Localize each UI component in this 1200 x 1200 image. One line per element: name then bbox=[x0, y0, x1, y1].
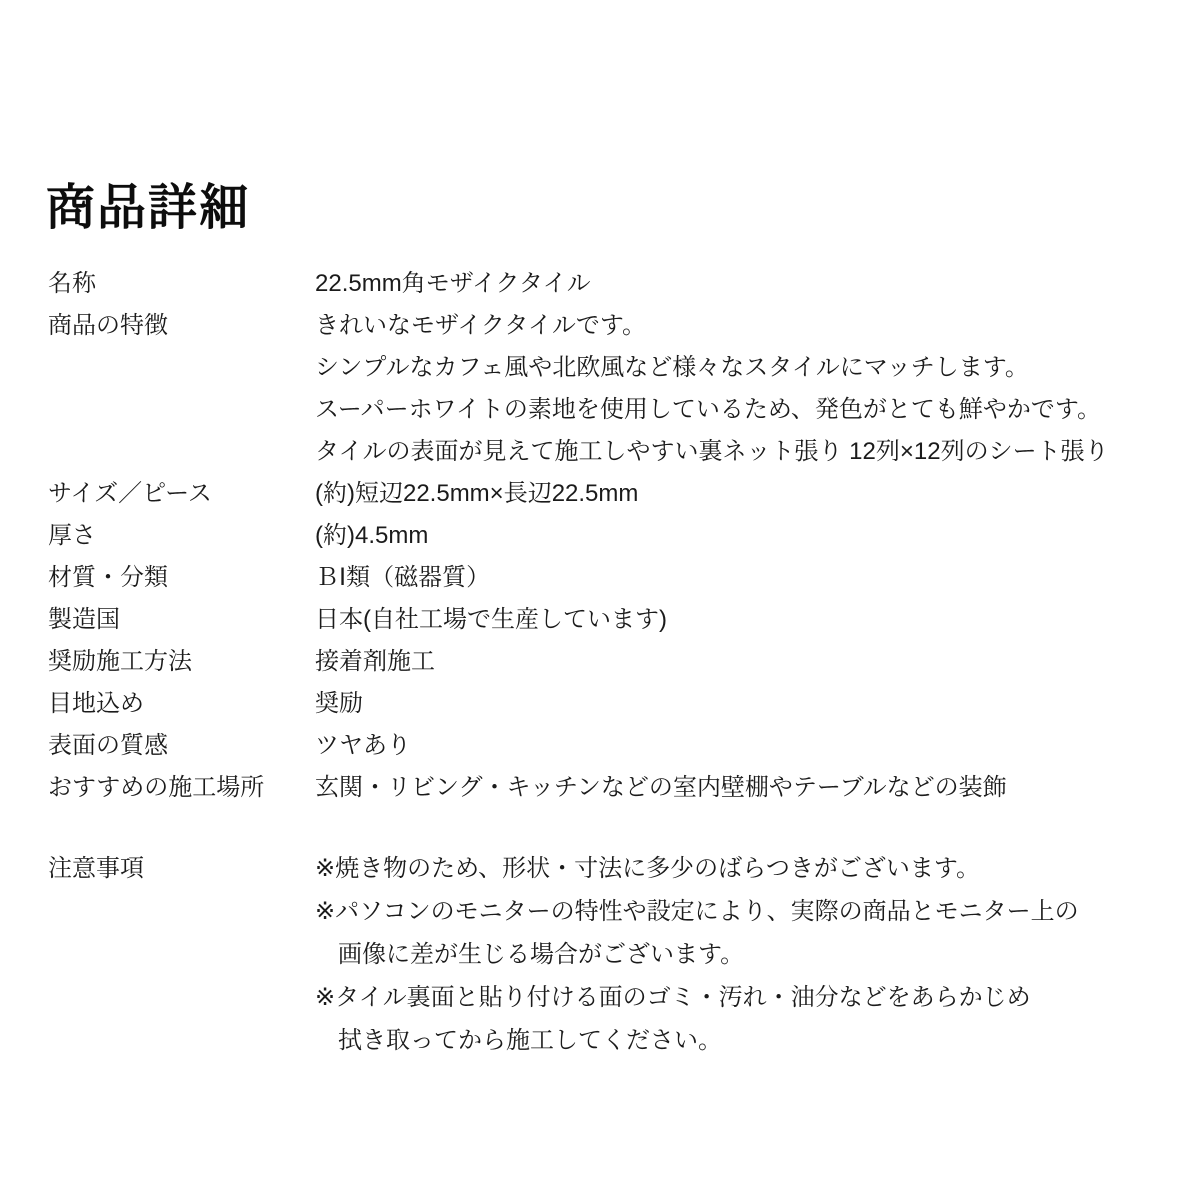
table-row bbox=[48, 515, 1158, 557]
table-row bbox=[48, 431, 1158, 473]
note-line bbox=[48, 847, 1158, 890]
row-value: (約)4.5mm bbox=[315, 522, 429, 549]
note-text: 拭き取ってから施工してください。 bbox=[338, 1027, 722, 1054]
row-value: (約)短辺22.5mm×長辺22.5mm bbox=[315, 480, 639, 507]
table-row bbox=[48, 641, 1158, 683]
table-row bbox=[48, 767, 1158, 809]
row-value: きれいなモザイクタイルです。 bbox=[315, 312, 646, 339]
note-text: ※焼き物のため、形状・寸法に多少のばらつきがございます。 bbox=[315, 855, 980, 882]
row-label: サイズ／ピース bbox=[48, 480, 212, 507]
row-label: 表面の質感 bbox=[48, 732, 168, 759]
note-line bbox=[48, 933, 1158, 976]
row-label: 厚さ bbox=[48, 522, 96, 549]
product-spec-table bbox=[48, 263, 1158, 1062]
row-value: スーパーホワイトの素地を使用しているため、発色がとても鮮やかです。 bbox=[315, 396, 1101, 423]
note-line bbox=[48, 976, 1158, 1019]
row-label: 名称 bbox=[48, 270, 96, 297]
table-row bbox=[48, 599, 1158, 641]
row-value: ＢⅠ類（磁器質） bbox=[315, 564, 491, 591]
row-value: シンプルなカフェ風や北欧風など様々なスタイルにマッチします。 bbox=[315, 354, 1029, 381]
notes-label: 注意事項 bbox=[48, 855, 144, 882]
table-row bbox=[48, 263, 1158, 305]
row-label: おすすめの施工場所 bbox=[48, 774, 265, 801]
table-row bbox=[48, 389, 1158, 431]
row-label: 材質・分類 bbox=[48, 564, 168, 591]
note-text: ※タイル裏面と貼り付ける面のゴミ・汚れ・油分などをあらかじめ bbox=[315, 984, 1031, 1011]
row-value: 奨励 bbox=[315, 690, 363, 717]
table-row bbox=[48, 683, 1158, 725]
row-label: 商品の特徴 bbox=[48, 312, 168, 339]
note-line bbox=[48, 1019, 1158, 1062]
table-row bbox=[48, 347, 1158, 389]
row-value: 接着剤施工 bbox=[315, 648, 435, 675]
row-label: 製造国 bbox=[48, 606, 120, 633]
row-value: ツヤあり bbox=[315, 732, 411, 759]
row-label: 目地込め bbox=[48, 690, 144, 717]
page-title: 商品詳細 bbox=[46, 180, 251, 235]
row-value: 22.5mm角モザイクタイル bbox=[315, 270, 591, 297]
table-row bbox=[48, 473, 1158, 515]
row-value: 玄関・リビング・キッチンなどの室内壁棚やテーブルなどの装飾 bbox=[315, 774, 1007, 801]
note-text: 画像に差が生じる場合がございます。 bbox=[338, 941, 745, 968]
notes-section bbox=[48, 847, 1158, 1062]
note-text: ※パソコンのモニターの特性や設定により、実際の商品とモニター上の bbox=[315, 898, 1079, 925]
row-value: タイルの表面が見えて施工しやすい裏ネット張り 12列×12列のシート張り bbox=[315, 438, 1109, 465]
row-label: 奨励施工方法 bbox=[48, 648, 192, 675]
note-line bbox=[48, 890, 1158, 933]
table-row bbox=[48, 305, 1158, 347]
row-value: 日本(自社工場で生産しています) bbox=[315, 606, 667, 633]
table-row bbox=[48, 557, 1158, 599]
table-row bbox=[48, 725, 1158, 767]
